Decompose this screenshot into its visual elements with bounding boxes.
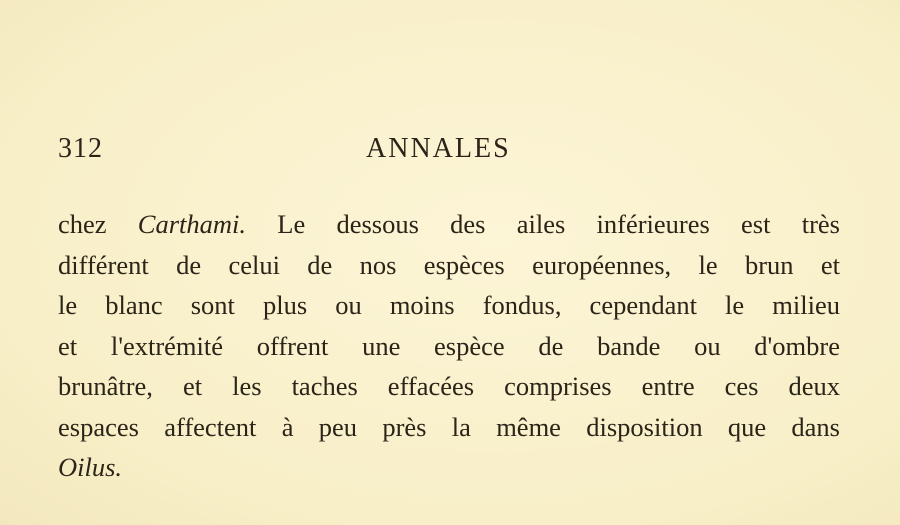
species-name-carthami: Carthami. [137,209,247,239]
text-line-7 [58,447,840,488]
page-number: 312 [58,133,103,164]
text-segment: et l'extrémité offrent une espèce de bande ou d'ombre [58,330,840,361]
text-line-5 [58,366,840,407]
text-segment: espaces affectent à peu près la même disposition que dans [58,411,840,442]
page-header [58,133,838,173]
text-line-2 [58,245,840,286]
text-segment: le blanc sont plus ou moins fondus, cependant le milieu [58,290,840,320]
text-segment: Le dessous des ailes inférieures est très [246,209,840,239]
running-title: ANNALES [366,133,511,164]
species-name-oilus: Oilus. [58,452,123,482]
text-line-3 [58,285,840,326]
text-line-1 [58,204,840,245]
text-line-6 [58,407,840,448]
text-line-4 [58,326,840,367]
text-segment: différent de celui de nos espèces européennes, le brun et [58,249,840,280]
body-paragraph [58,204,840,488]
text-segment: brunâtre, et les taches effacées comprises entre ces deux [58,371,840,401]
text-segment: chez [58,209,138,239]
